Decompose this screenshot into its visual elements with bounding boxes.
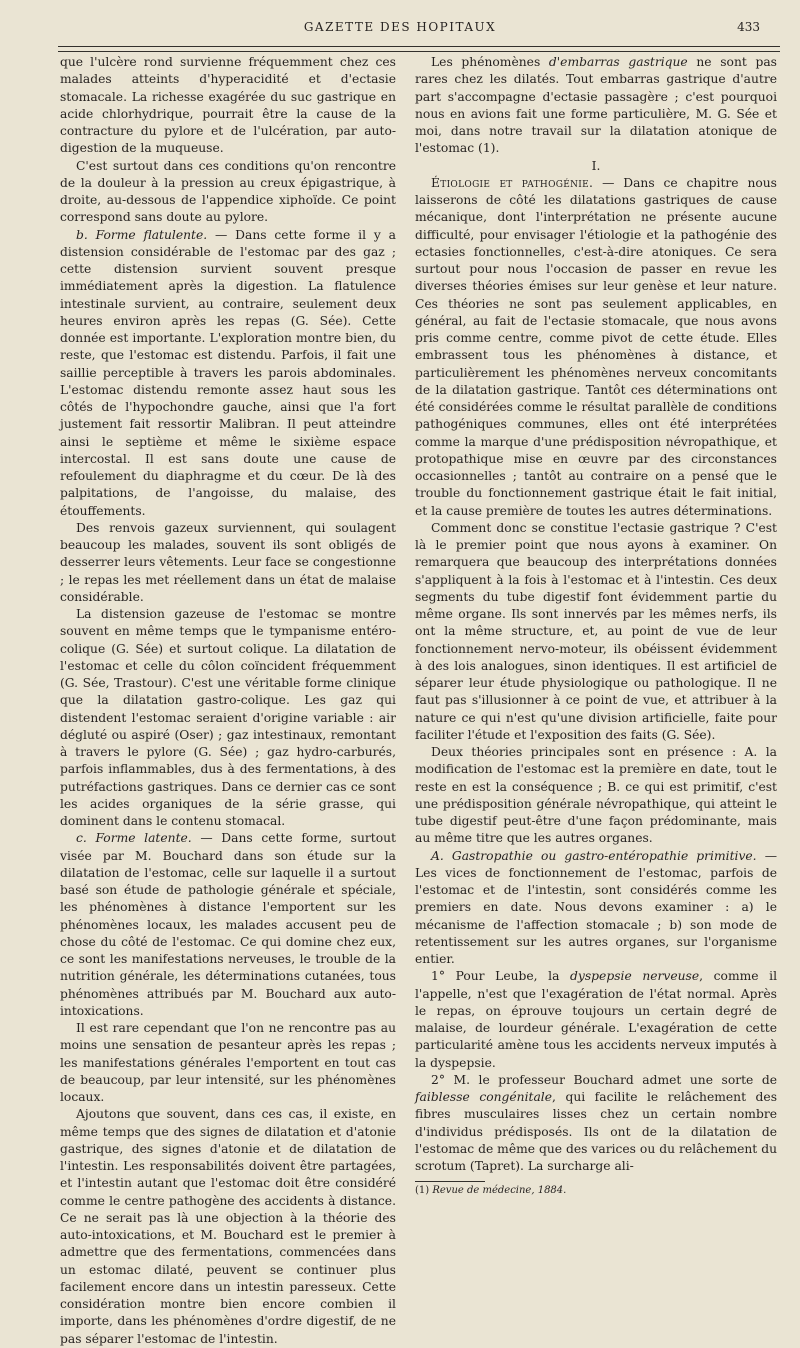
paragraph: Deux théories principales sont en présence : A. la modification de l'estomac est la première en date, tout le reste en est la conséquence ; B. ce qui est primitif, c'est une prédisposition générale névropathique, qui atteint le tube digestif peut-être d'une façon prédominante, mais au même titre que les autres organes. (415, 745, 777, 846)
paragraph: C'est surtout dans ces conditions qu'on rencontre de la douleur à la pression au creux épigastrique, à droite, au-dessous de l'appendice xiphoïde. Ce point correspond sans doute au pylore. (60, 158, 396, 225)
paragraph-text: Les phénomènes (431, 55, 549, 69)
footnote-rule (415, 1181, 485, 1182)
emphasis-text: faiblesse congénitale (415, 1090, 553, 1104)
section-numeral: I. (591, 158, 601, 173)
paragraph (60, 227, 396, 520)
header-rule-bottom (58, 51, 780, 52)
footnote-number: (1) (415, 1185, 433, 1197)
paragraph (60, 830, 396, 1020)
paragraph-text: — Dans cette forme il y a distension considérable de l'estomac par des gaz ; cette distension survient souvent presque immédiatement après la digestion. La flatulence intestinale survient, au contraire, seulement deux heures environ après les repas (G. Sée). Cette donnée est importante. L'exploration montre bien, du reste, que l'estomac est distendu. Parfois, il fait une saillie perceptible à travers les parois abdominales. L'estomac distendu remonte assez haut sous les côtés de l'hypochondre gauche, ainsi que l'a fort justement fait ressortir Malibran. Il peut atteindre ainsi le septième et même le sixième espace intercostal. Il est sans doute une cause de refoulement du diaphragme et du cœur. De là des palpitations, de l'angoisse, du malaise, des étouffements. (60, 227, 396, 518)
paragraph (415, 175, 777, 520)
paragraph-text: ne sont pas rares chez les dilatés. Tout embarras gastrique d'autre part s'accompagne d'ectasie passagère ; c'est pourquoi nous en avions fait une forme particulière, M. G. Sée et moi, dans notre travail sur la dilatation atonique de l'estomac (1). (415, 55, 777, 156)
paragraph-text: — Dans cette forme, surtout visée par M. Bouchard dans son étude sur la dilatation de l'estomac, celle sur laquelle il a surtout basé son étude de pathologie générale et spéciale, les phénomènes à distance l'emportent sur les phénomènes locaux, les malades accusent peu de chose du côté de l'estomac. Ce qui domine chez eux, ce sont les manifestations nerveuses, le trouble de la nutrition générale, les déterminations cutanées, tous phénomènes attribués par M. Bouchard aux auto-intoxications. (60, 831, 396, 1018)
paragraph-text: , comme il l'appelle, n'est que l'exagération de l'état normal. Après le repas, on éprouve toujours un certain degré de malaise, de lourdeur générale. L'exagération de cette particularité amène tous les accidents nerveux imputés à la dyspepsie. (415, 969, 778, 1070)
paragraph: Des renvois gazeux surviennent, qui soulagent beaucoup les malades, souvent ils sont obligés de desserrer leurs vêtements. Leur face se congestionne ; le repas les met réellement dans un état de malaise considérable. (60, 520, 396, 604)
right-column (415, 54, 778, 1197)
section-heading: Étiologie et pathogénie. (431, 175, 594, 190)
left-column (60, 54, 396, 1346)
emphasis-text: dyspepsie nerveuse (570, 969, 700, 984)
paragraph (415, 1072, 777, 1176)
paragraph-text: 2° M. le professeur Bouchard admet une sorte de (431, 1072, 777, 1087)
paragraph (415, 54, 777, 158)
page-header (0, 18, 800, 40)
section-label: b. Forme flatulente. (76, 227, 208, 242)
section-label: A. Gastropathie ou gastro-entéropathie primitive. (431, 848, 757, 863)
paragraph: Comment donc se constitue l'ectasie gastrique ? C'est là le premier point que nous ayons à examiner. On remarquera que beaucoup des interprétations données s'appliquent à la fois à l'estomac et à l'intestin. Ces deux segments du tube digestif font évidemment partie du même organe. Ils sont innervés par les mêmes nerfs, ils ont la même structure, et, au point de vue de leur fonctionnement nervo-moteur, ils obéissent évidemment à des lois analogues, sinon identiques. Il est artificiel de séparer leur étude physiologique ou pathologique. Il ne faut pas s'illusionner à ce point de vue, et attribuer à la nature ce qui n'est qu'une division artificielle, faite pour faciliter l'étude et l'exposition des faits (G. Sée). (415, 520, 777, 742)
paragraph-text: , qui facilite le relâchement des fibres musculaires lisses chez un certain nombre d'individus prédisposés. Ils ont de la dilatation de l'estomac de même que des varices ou du relâchement du scrotum (Tapret). La surcharge ali- (415, 1090, 777, 1173)
footnote (415, 1184, 777, 1197)
paragraph-text: — Les vices de fonctionnement de l'estomac, parfois de l'estomac et de l'intestin, sont considérés comme les premiers en date. Nous devons examiner : a) le mécanisme de l'affection stomacale ; b) son mode de retentissement sur les autres organes, sur l'organisme entier. (415, 848, 777, 966)
paragraph: La distension gazeuse de l'estomac se montre souvent en même temps que le tympanisme entéro-colique (G. Sée) et surtout colique. La dilatation de l'estomac et celle du côlon coïncident fréquemment (G. Sée, Trastour). C'est une véritable forme clinique que la dilatation gastro-colique. Les gaz qui distendent l'estomac seraient d'origine variable : air dégluté ou aspiré (Oser) ; gaz intestinaux, remontant à travers le pylore (G. Sée) ; gaz hydro-carburés, parfois inflammables, dus à des fermentations, à des putréfactions gastriques. Dans ce dernier cas ce sont les acides organiques de la série grasse, qui dominent dans le contenu stomacal. (60, 607, 396, 828)
section-label: c. Forme latente. (76, 831, 192, 846)
paragraph: Ajoutons que souvent, dans ces cas, il existe, en même temps que des signes de dilatation et d'atonie gastrique, des signes d'atonie et de dilatation de l'intestin. Les responsabilités doivent être partagées, et l'intestin autant que l'estomac doit être considéré comme le centre pathogène des accidents à distance. Ce ne serait pas là une objection à la théorie des auto-intoxications, et M. Bouchard est le premier à admettre que des fermentations, commencées dans un estomac dilaté, peuvent se continuer plus facilement encore dans un intestin paresseux. Cette considération montre bien encore combien il importe, dans les phénomènes d'ordre digestif, de ne pas séparer l'estomac de l'intestin. (60, 1107, 396, 1346)
paragraph: que l'ulcère rond survienne fréquemment chez ces malades atteints d'hyperacidité et d'ectasie stomacale. La richesse exagérée du suc gastrique en acide chlorhydrique, pourrait être la cause de la contracture du pylore et de l'ulcération, par auto-digestion de la muqueuse. (60, 55, 396, 156)
page-number: 433 (737, 20, 760, 34)
paragraph: Il est rare cependant que l'on ne rencontre pas au moins une sensation de pesanteur après les repas ; les manifestations générales l'emportent en tout cas de beaucoup, par leur intensité, sur les phénomènes locaux. (60, 1021, 396, 1104)
paragraph-text: — Dans ce chapitre nous laisserons de côté les dilatations gastriques de cause mécanique, dont l'interprétation ne présente aucune difficulté, pour envisager l'étiologie et la pathogénie des ectasies fonctionnelles, c'est-à-dire atoniques. Ce sera surtout pour nous l'occasion de passer en revue les diverses théories émises sur leur genèse et leur nature. Ces théories ne sont pas seulement applicables, en général, au fait de l'ectasie stomacale, que nous avons pris comme centre, comme pivot de cette étude. Elles embrassent tous les phénomènes à distance, et particulièrement les phénomènes nerveux concomitants de la dilatation gastrique. Tantôt ces déterminations ont été considérées comme le résultat parallèle de conditions pathogéniques communes, elles ont été interprétées comme la marque d'une prédisposition névropathique, et protopathique mise en œuvre par des circonstances occasionnelles ; tantôt au contraire on a pensé que le trouble du fonctionnement gastrique était le fait initial, et la cause première de toutes les autres déterminations. (415, 175, 777, 518)
journal-title: GAZETTE DES HOPITAUX (303, 20, 497, 34)
footnote-text: Revue de médecine, 1884. (432, 1185, 567, 1197)
paragraph (415, 848, 777, 969)
paragraph-text: 1° Pour Leube, la (431, 969, 571, 984)
header-rule-top (58, 46, 780, 47)
emphasis-text: d'embarras gastrique (548, 55, 688, 69)
paragraph (415, 968, 777, 1072)
